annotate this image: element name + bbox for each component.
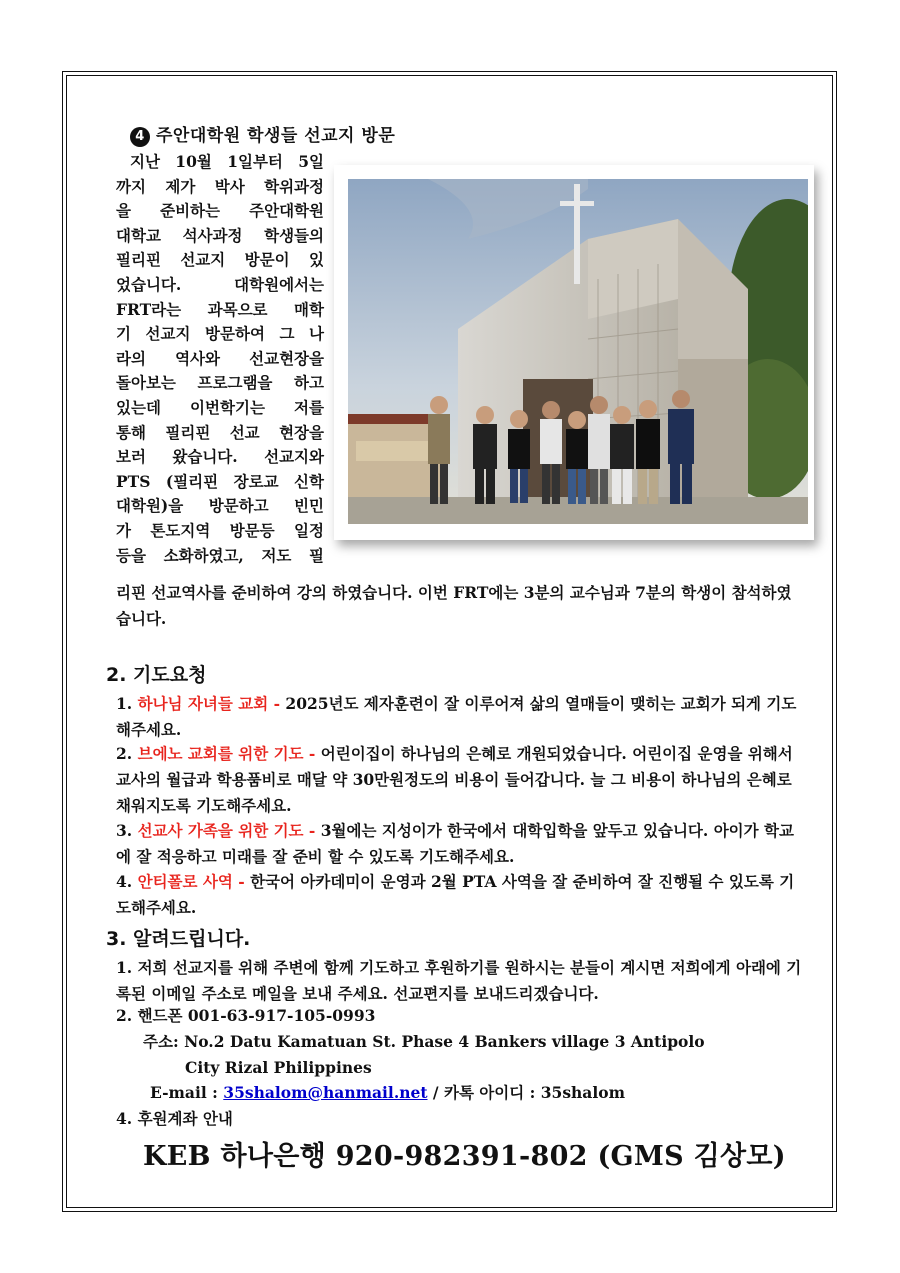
body-line: 라의 역사와 선교현장을 [116,348,324,368]
prayer-item-topic: 안티폴로 사역 [137,872,233,891]
address-line-2: City Rizal Philippines [185,1058,372,1077]
prayer-item-4 [116,869,808,921]
email-link[interactable]: 35shalom@hanmail.net [223,1083,428,1102]
number-badge: 4 [130,127,150,147]
body-line: 었습니다. 대학원에서는 [116,274,324,294]
address-line-1: No.2 Datu Kamatuan St. Phase 4 Bankers village 3 Antipolo [184,1032,705,1051]
prayer-item-2 [116,741,808,819]
kakao-id: / 카톡 아이디 : 35shalom [427,1083,625,1102]
section-4-title [130,121,395,147]
prayer-item-number: 2. [116,744,133,763]
prayer-item-dash: - [268,694,286,713]
photo-frame [334,165,814,540]
body-line: 대학교 석사과정 학생들의 [116,225,324,245]
prayer-item-number: 1. [116,694,133,713]
body-line: 을 준비하는 주안대학원 [116,201,324,221]
church-photo-illustration [348,179,808,524]
prayer-item-topic: 브에노 교회를 위한 기도 [137,744,304,763]
prayer-item-topic: 하나님 자녀들 교회 [137,694,269,713]
body-line: 필리핀 선교지 방문이 있 [116,250,324,270]
body-line: 까지 제가 박사 학위과정 [116,176,324,196]
body-line: PTS (필리핀 장로교 신학 [116,471,324,491]
section-4-title-text: 주안대학원 학생들 선교지 방문 [156,126,396,146]
section-3-heading: 3. 알려드립니다. [106,928,251,950]
email-label: E-mail : [150,1083,224,1102]
bank-account: KEB 하나은행 920-982391-802 (GMS 김상모) [143,1141,786,1172]
phone-line: 2. 핸드폰 001-63-917-105-0993 [116,1006,376,1025]
prayer-item-number: 4. [116,872,133,891]
group-photo [348,179,808,524]
body-line: 통해 필리핀 선교 현장을 [116,422,324,442]
section-2-heading: 2. 기도요청 [106,664,207,686]
body-line: 보러 왔습니다. 선교지와 [116,447,324,467]
prayer-item-text: 2025년도 제자훈련이 잘 이루어져 삶의 열매들이 맺히는 교회가 되게 기도해주세요. [116,694,797,739]
body-line: 가 톤도지역 방문등 일정 [116,520,324,540]
body-line: FRT라는 과목으로 매학 [116,299,324,319]
address-line [143,1029,808,1055]
body-line: 돌아보는 프로그램을 하고 [116,373,324,393]
section-4-body-wrapped [116,150,324,568]
body-line: 있는데 이번학기는 저를 [116,397,324,417]
prayer-item-number: 3. [116,821,133,840]
prayer-item-1 [116,691,808,743]
account-label: 4. 후원계좌 안내 [116,1109,233,1128]
body-line: 대학원)을 방문하고 빈민 [116,496,324,516]
section-4-body-full: 리핀 선교역사를 준비하여 강의 하였습니다. 이번 FRT에는 3분의 교수님과 7분의 학생이 참석하였습니다. [116,583,792,628]
body-line: 기 선교지 방문하여 그 나 [116,324,324,344]
prayer-item-text: 어린이집이 하나님의 은혜로 개원되었습니다. 어린이집 운영을 위해서 교사의 월급과 학용품비로 매달 약 30만원정도의 비용이 들어갑니다. 늘 그 비용이 하나님의 은혜로 채워지도록 기도해주세요. [116,744,793,815]
prayer-item-topic: 선교사 가족을 위한 기도 [137,821,304,840]
prayer-item-text: 한국어 아카데미이 운영과 2월 PTA 사역을 잘 준비하여 잘 진행될 수 있도록 기도해주세요. [116,872,795,917]
prayer-item-text: 3월에는 지성이가 한국에서 대학입학을 앞두고 있습니다. 아이가 학교에 잘 적응하고 미래를 잘 준비 할 수 있도록 기도해주세요. [116,821,794,866]
prayer-item-dash: - [303,821,321,840]
body-line: 지난 10월 1일부터 5일 [130,152,324,171]
email-line [150,1080,625,1106]
body-line: 등을 소화하였고, 저도 필 [116,545,324,565]
prayer-item-dash: - [232,872,251,891]
notice-item-1: 1. 저희 선교지를 위해 주변에 함께 기도하고 후원하기를 원하시는 분들이 계시면 저희에게 아래에 기록된 이메일 주소로 메일을 보내 주세요. 선교편지를 보내드리겠습니다. [116,958,802,1003]
prayer-item-3 [116,818,808,870]
prayer-item-dash: - [303,744,321,763]
address-label: 주소: [143,1032,185,1051]
